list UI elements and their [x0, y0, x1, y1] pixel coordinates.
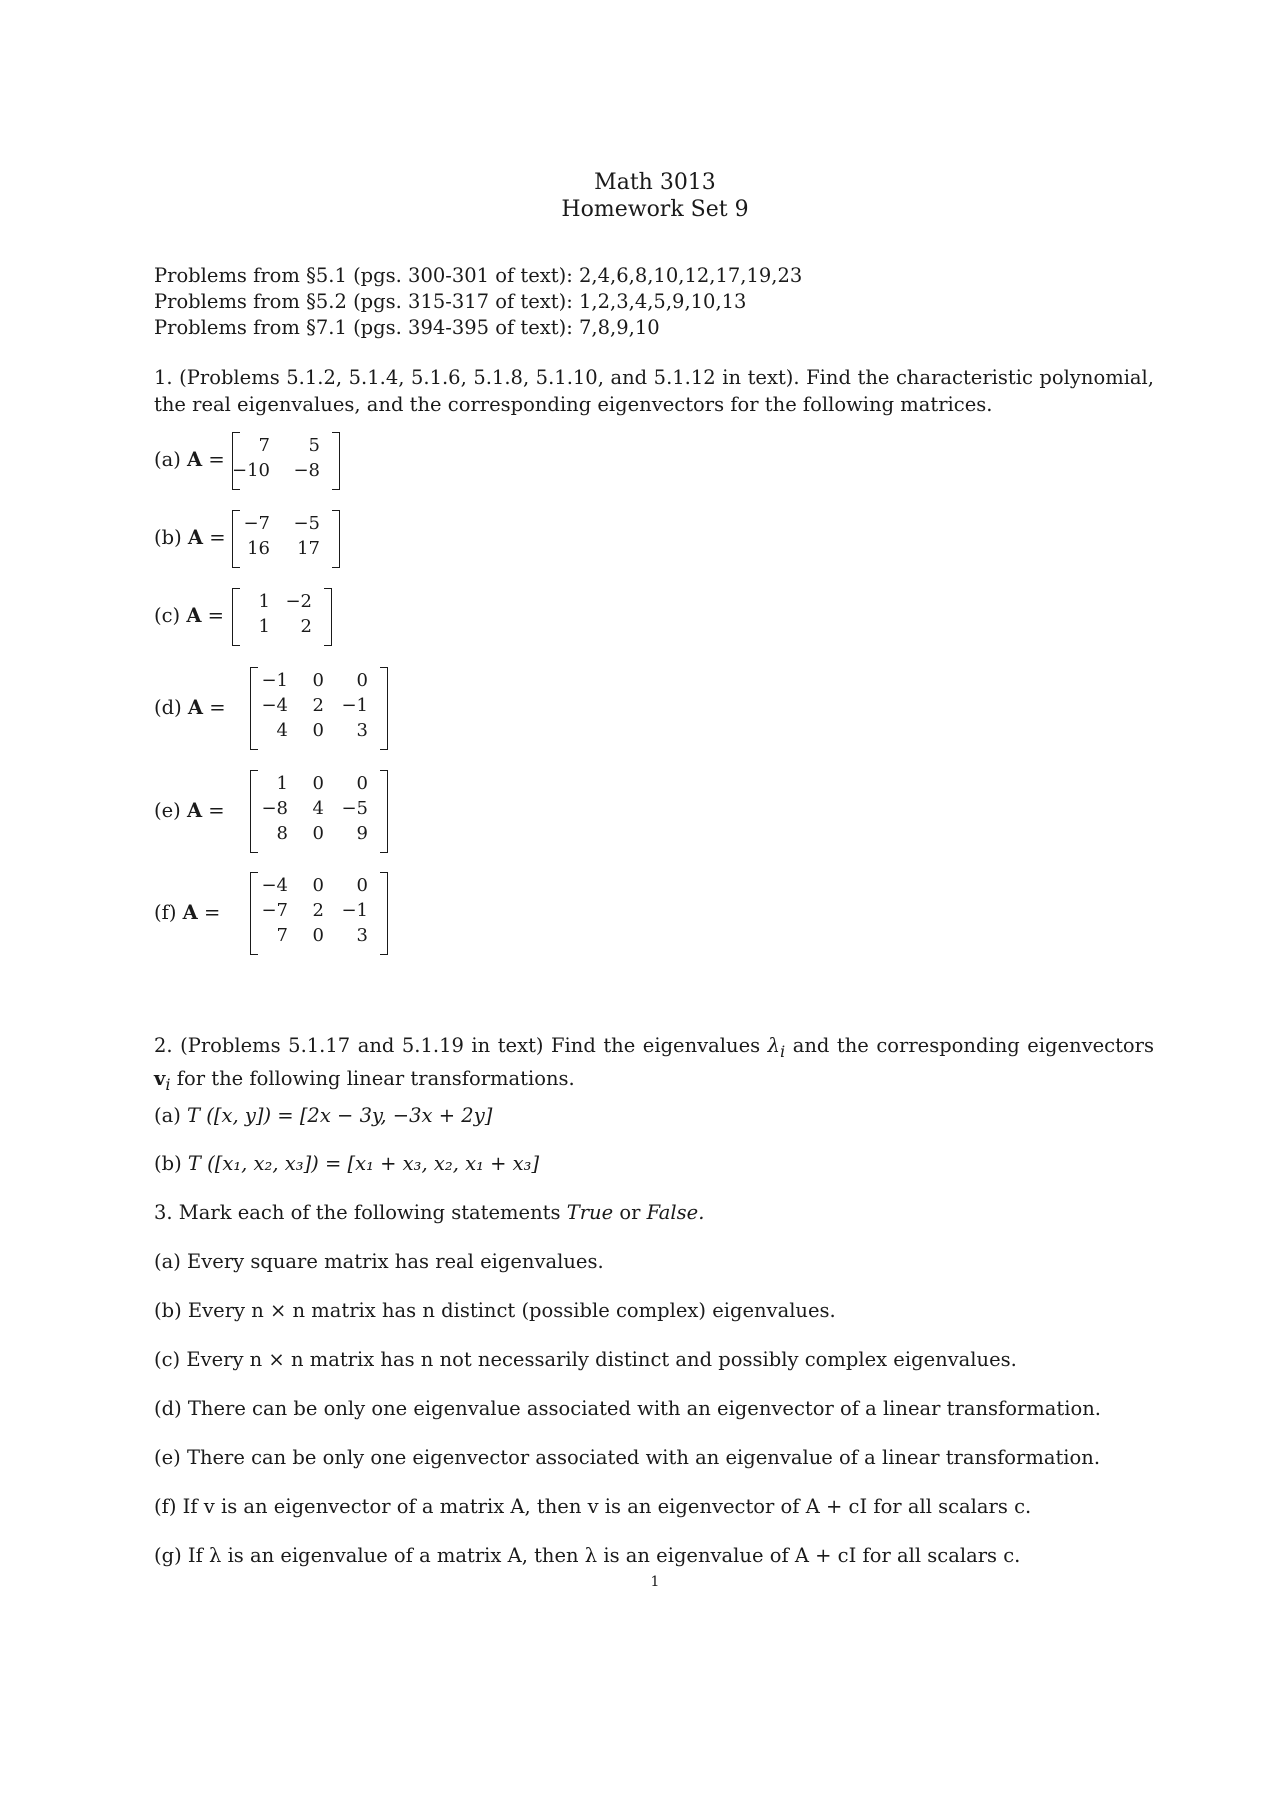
matrix-right-bracket: [332, 510, 340, 568]
matrix-entry: 0: [312, 823, 324, 844]
matrix-entry: 0: [356, 875, 368, 896]
matrix-entry: −10: [232, 460, 270, 481]
matrix-entry: 0: [356, 670, 368, 691]
statement-a: (a) Every square matrix has real eigenvalues.: [154, 1250, 604, 1273]
problem-2a-expression: T ([x, y]) = [2x − 3y, −3x + 2y]: [187, 1104, 493, 1127]
matrix-entry: 0: [312, 670, 324, 691]
matrix-part-label: (e): [154, 798, 187, 822]
course-title: Math 3013: [594, 170, 716, 195]
matrix-symbol: A: [186, 798, 203, 822]
matrix-label: [154, 448, 225, 471]
problem-2-intro: 2. (Problems 5.1.17 and 5.1.19 in text) Find the eigenvalues: [154, 1034, 761, 1057]
equals-sign: =: [203, 695, 226, 719]
assigned-line-1: Problems from §5.1 (pgs. 300-301 of text): 2,4,6,8,10,12,17,19,23: [154, 264, 803, 287]
lambda-symbol: λ: [767, 1034, 781, 1057]
matrix-right-bracket: [380, 872, 388, 955]
matrix-right-bracket: [380, 770, 388, 853]
eigenvector-symbol: v: [154, 1066, 166, 1090]
problem-2a: [154, 1104, 492, 1127]
matrix-label: [154, 526, 226, 549]
assigned-line-3: Problems from §7.1 (pgs. 394-395 of text): 7,8,9,10: [154, 316, 660, 339]
matrix-entry: 8: [276, 823, 288, 844]
matrix-label: [154, 604, 224, 627]
matrix-entry: −1: [261, 670, 288, 691]
matrix-entry: 5: [308, 435, 320, 456]
matrix-label: [154, 901, 220, 924]
false-word: False.: [646, 1201, 705, 1224]
matrix-entry: −8: [293, 460, 320, 481]
problem-2-outro: for the following linear transformations.: [176, 1066, 575, 1090]
true-word: True: [566, 1201, 614, 1224]
problem-2-mid: and the corresponding eigenvectors: [792, 1034, 1154, 1057]
matrix-entry: 7: [276, 925, 288, 946]
problem-1-text: [154, 364, 1154, 418]
problem-2b: [154, 1152, 539, 1175]
homework-title: Homework Set 9: [561, 197, 749, 222]
matrix-entry: 9: [356, 823, 368, 844]
matrix-part-label: (a): [154, 448, 188, 471]
matrix-entry: 1: [258, 616, 270, 637]
matrix-label: [154, 696, 226, 719]
matrix-entry: −4: [261, 875, 288, 896]
equals-sign: =: [201, 604, 225, 627]
statement-c: (c) Every n × n matrix has n not necessarily distinct and possibly complex eigenvalues.: [154, 1348, 1017, 1371]
problem-2a-label: (a): [154, 1104, 181, 1127]
matrix-entry: 0: [312, 925, 324, 946]
statement-e: (e) There can be only one eigenvector associated with an eigenvalue of a linear transformation.: [154, 1446, 1101, 1469]
matrix-entry: 16: [247, 538, 270, 559]
matrix-symbol: A: [186, 604, 202, 627]
matrix-right-bracket: [332, 432, 340, 490]
matrix-right-bracket: [380, 667, 388, 750]
equals-sign: =: [203, 526, 226, 549]
lambda-subscript: i: [780, 1041, 786, 1061]
matrix-entry: −1: [341, 695, 368, 716]
matrix-entry: −1: [341, 900, 368, 921]
assigned-line-2: Problems from §5.2 (pgs. 315-317 of text): 1,2,3,4,5,9,10,13: [154, 290, 747, 313]
eigenvector-subscript: i: [165, 1074, 171, 1094]
matrix-entry: 1: [258, 591, 270, 612]
matrix-part-label: (b): [154, 526, 188, 549]
matrix-entry: 1: [276, 773, 288, 794]
matrix-entry: −2: [285, 591, 312, 612]
matrix-entry: 2: [312, 900, 324, 921]
matrix-entry: −7: [243, 513, 270, 534]
problem-2-text: [154, 1032, 1154, 1098]
equals-sign: =: [197, 900, 221, 924]
matrix-symbol: A: [187, 526, 204, 549]
matrix-entry: 3: [356, 925, 368, 946]
problem-2-statement: [154, 1032, 1154, 1098]
matrix-symbol: A: [187, 695, 204, 719]
problem-3-intro: [154, 1201, 704, 1224]
statement-d: (d) There can be only one eigenvalue associated with an eigenvector of a linear transformation.: [154, 1397, 1101, 1420]
matrix-entry: 0: [312, 720, 324, 741]
matrix-entry: −7: [261, 900, 288, 921]
matrix-entry: 0: [312, 773, 324, 794]
matrix-symbol: A: [187, 448, 203, 471]
matrix-entry: −5: [341, 798, 368, 819]
matrix-entry: 17: [297, 538, 320, 559]
matrix-entry: 4: [312, 798, 324, 819]
matrix-entry: −8: [261, 798, 288, 819]
matrix-entry: −4: [261, 695, 288, 716]
page-number: 1: [650, 1574, 660, 1590]
matrix-label: [154, 799, 225, 822]
matrix-entry: 2: [300, 616, 312, 637]
matrix-symbol: A: [182, 900, 198, 924]
matrix-part-label: (d): [154, 695, 188, 719]
matrix-part-label: (f): [154, 900, 183, 924]
matrix-entry: 4: [276, 720, 288, 741]
matrix-entry: 7: [258, 435, 270, 456]
matrix-entry: 3: [356, 720, 368, 741]
matrix-entry: −5: [293, 513, 320, 534]
equals-sign: =: [202, 448, 225, 471]
equals-sign: =: [202, 798, 225, 822]
matrix-entry: 2: [312, 695, 324, 716]
matrix-right-bracket: [324, 588, 332, 646]
matrix-entry: 0: [356, 773, 368, 794]
statement-f: (f) If v is an eigenvector of a matrix A, then v is an eigenvector of A + cI for all scalars c.: [154, 1495, 1032, 1518]
matrix-entry: 0: [312, 875, 324, 896]
problem-1-statement: 1. (Problems 5.1.2, 5.1.4, 5.1.6, 5.1.8, 5.1.10, and 5.1.12 in text). Find the characteristic polynomial, the real eigenvalues, and the corresponding eigenvectors for the following matrices.: [154, 366, 1154, 416]
problem-2b-expression: T ([x₁, x₂, x₃]) = [x₁ + x₃, x₂, x₁ + x₃]: [187, 1152, 540, 1175]
statement-b: (b) Every n × n matrix has n distinct (possible complex) eigenvalues.: [154, 1299, 836, 1322]
problem-2b-label: (b): [154, 1152, 182, 1175]
problem-3-intro-text: 3. Mark each of the following statements: [154, 1201, 561, 1224]
statement-g: (g) If λ is an eigenvalue of a matrix A, then λ is an eigenvalue of A + cI for all scalars c.: [154, 1544, 1021, 1567]
or-word: or: [619, 1201, 641, 1224]
matrix-part-label: (c): [154, 604, 187, 627]
